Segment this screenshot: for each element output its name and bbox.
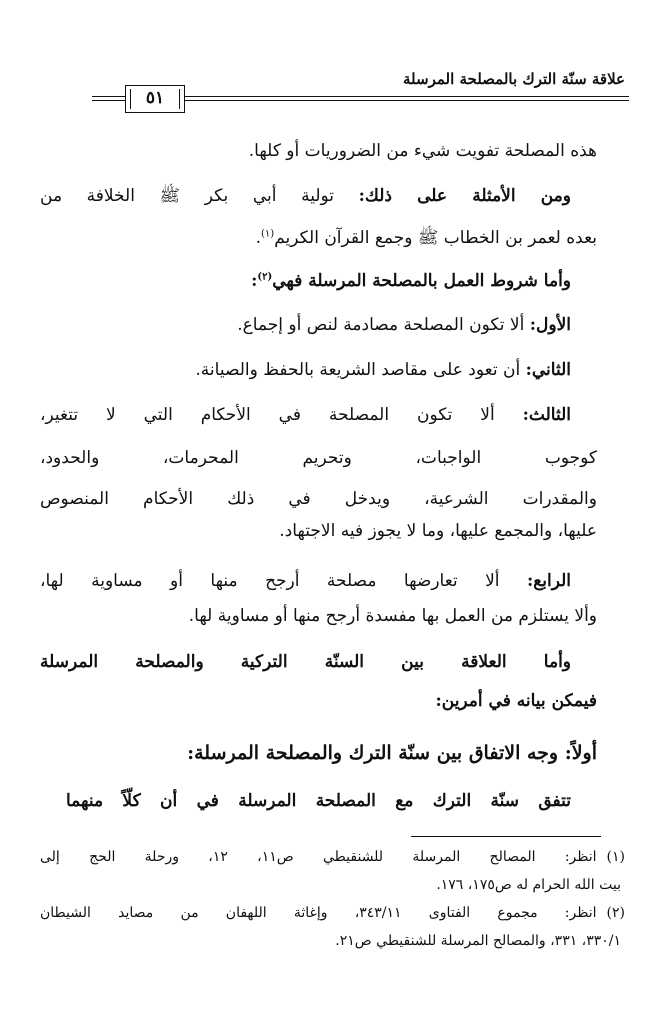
header-rule-left-thin [92, 100, 126, 101]
condition-second [195, 359, 571, 381]
footnote-1-cont: بيت الله الحرام له ص١٧٥، ١٧٦. [436, 877, 621, 893]
condition-third-lead: الثالث: [522, 405, 571, 425]
condition-third-text: ألا تكون المصلحة في الأحكام التي لا تتغير، [40, 405, 523, 425]
footnote-ref-2[interactable]: (٢) [257, 271, 273, 283]
relation-heading-cont: فيمكن بيانه في أمرين: [435, 691, 597, 711]
header-rule-right [184, 96, 629, 97]
footnote-1 [40, 848, 625, 866]
body-line-3 [256, 227, 597, 249]
page-number-box [125, 85, 185, 113]
relation-heading: وأما العلاقة بين السنّة التركية والمصلحة المرسلة [40, 652, 571, 672]
footnote-1-number: (١) [606, 849, 625, 865]
examples-lead: ومن الأمثلة على ذلك: [358, 186, 571, 206]
body-line-2 [40, 185, 571, 207]
body-line-3-text: بعده لعمر بن الخطاب ﷺ وجمع القرآن الكريم [274, 228, 597, 248]
condition-second-lead: الثاني: [525, 360, 571, 380]
body-line-8: كوجوب الواجبات، وتحريم المحرمات، والحدود، [40, 448, 597, 468]
conditions-heading-end: : [251, 271, 258, 291]
page-number: ٥١ [145, 88, 165, 108]
footnote-ref-1[interactable]: (١) [261, 228, 275, 240]
condition-third [40, 404, 571, 426]
body-line-3-end: . [255, 228, 262, 248]
condition-fourth [40, 570, 571, 592]
conditions-heading-text: وأما شروط العمل بالمصلحة المرسلة فهي [272, 271, 571, 291]
condition-fourth-text: ألا تعارضها مصلحة أرجح منها أو مساوية لها، [40, 571, 527, 591]
header-rule-left [92, 96, 126, 97]
header-rule-right-thin [184, 100, 629, 101]
condition-first-lead: الأول: [529, 315, 571, 335]
condition-second-text: أن تعود على مقاصد الشريعة بالحفظ والصيانة. [195, 360, 526, 380]
footnote-2-text-a: انظر: مجموع الفتاوى ٣٤٣/١١، وإغاثة اللهفان من مصايد الشيطان [40, 905, 597, 921]
body-line-16: تتفق سنّة الترك مع المصلحة المرسلة في أن كلّاً منهما [66, 791, 571, 811]
body-line-10: عليها، والمجمع عليها، وما لا يجوز فيه الاجتهاد. [279, 521, 597, 541]
body-line-1: هذه المصلحة تفويت شيء من الضروريات أو كلها. [248, 141, 597, 161]
examples-text: تولية أبي بكر ﷺ الخلافة من [40, 186, 359, 206]
condition-fourth-lead: الرابع: [526, 571, 571, 591]
section-heading-first: أولاً: وجه الاتفاق بين سنّة الترك والمصلحة المرسلة: [187, 742, 597, 764]
condition-first-text: ألا تكون المصلحة مصادمة لنص أو إجماع. [237, 315, 530, 335]
footnote-separator [411, 836, 601, 837]
footnote-1-text-a: انظر: المصالح المرسلة للشنقيطي ص١١، ١٢، ورحلة الحج إلى [40, 849, 597, 865]
footnote-2 [40, 904, 625, 922]
footnote-2-cont: ٣٣٠/١، ٣٣١، والمصالح المرسلة للشنقيطي ص٢١. [335, 933, 621, 949]
footnote-2-number: (٢) [606, 905, 625, 921]
body-line-9: والمقدرات الشرعية، ويدخل في ذلك الأحكام المنصوص [40, 489, 597, 509]
conditions-heading [251, 270, 571, 292]
condition-first [237, 314, 571, 336]
body-line-12: وألا يستلزم من العمل بها مفسدة أرجح منها أو مساوية لها. [188, 606, 597, 626]
running-header-title: علاقة سنّة الترك بالمصلحة المرسلة [403, 70, 625, 88]
